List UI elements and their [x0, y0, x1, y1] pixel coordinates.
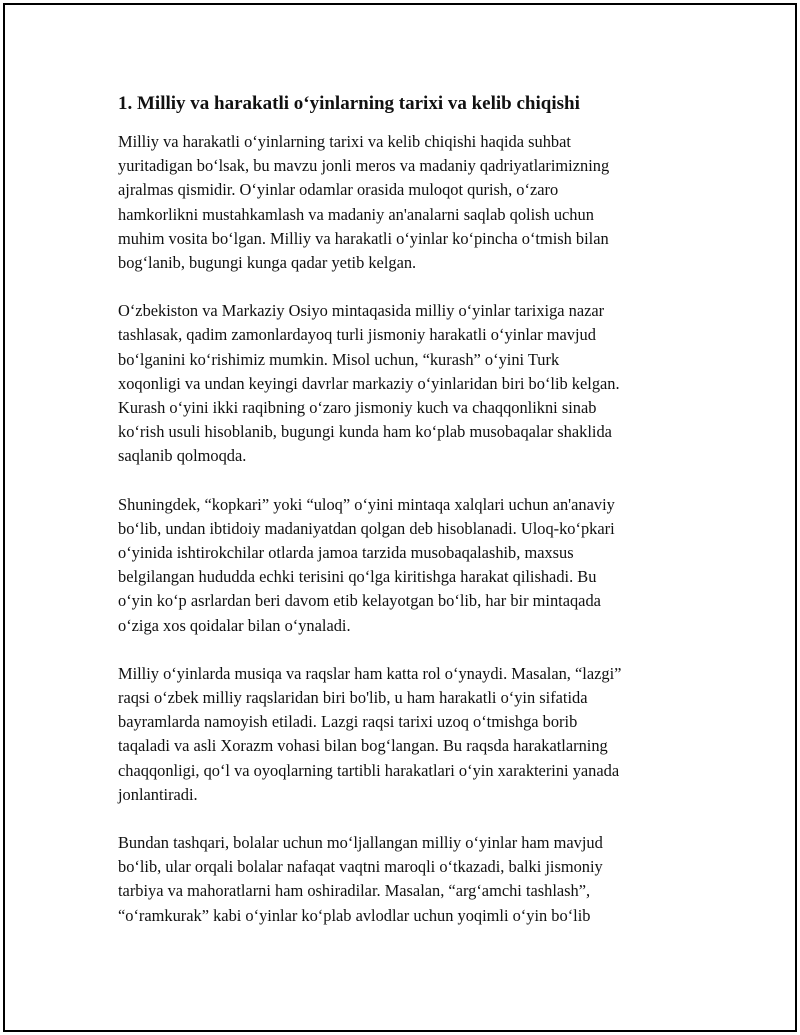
paragraph-3: [118, 493, 698, 638]
text-line: bog‘lanib, bugungi kunga qadar yetib kelgan.: [118, 253, 417, 273]
text-line: Milliy va harakatli o‘yinlarning tarixi va kelib chiqishi haqida suhbat: [118, 132, 571, 151]
text-line: o‘ziga xos qoidalar bilan o‘ynaladi.: [118, 615, 351, 635]
text-line: chaqqonligi, qo‘l va oyoqlarning tartibli harakatlari o‘yin xarakterini yanada: [118, 760, 620, 780]
text-line: “o‘ramkurak” kabi o‘yinlar ko‘plab avlodlar uchun yoqimli o‘yin bo‘lib: [118, 905, 591, 925]
document-body: [118, 92, 698, 952]
text-line: tashlasak, qadim zamonlardayoq turli jismoniy harakatli o‘yinlar mavjud: [118, 325, 596, 345]
text-line: belgilangan hududda echki terisini qo‘lga kiritishga harakat qilishadi. Bu: [118, 567, 597, 587]
text-line: saqlanib qolmoqda.: [118, 446, 247, 466]
text-line: tarbiya va mahoratlarni ham oshiradilar. Masalan, “arg‘amchi tashlash”,: [118, 881, 591, 901]
text-line: yuritadigan bo‘lsak, bu mavzu jonli meros va madaniy qadriyatlarimizning: [118, 156, 610, 176]
text-line: ko‘rish usuli hisoblanib, bugungi kunda ham ko‘plab musobaqalar shaklida: [118, 422, 612, 442]
paragraph-5: [118, 831, 698, 928]
text-line: o‘yinida ishtirokchilar otlarda jamoa tarzida musobaqalashib, maxsus: [118, 543, 574, 563]
text-line: hamkorlikni mustahkamlash va madaniy an'analarni saqlab qolish uchun: [118, 204, 594, 224]
text-line: bayramlarda namoyish etiladi. Lazgi raqsi tarixi uzoq o‘tmishga borib: [118, 712, 578, 732]
text-line: bo‘lib, undan ibtidoiy madaniyatdan qolgan deb hisoblanadi. Uloq-ko‘pkari: [118, 518, 615, 538]
text-line: ajralmas qismidir. O‘yinlar odamlar orasida muloqot qurish, o‘zaro: [118, 180, 559, 200]
text-line: muhim vosita bo‘lgan. Milliy va harakatli o‘yinlar ko‘pincha o‘tmish bilan: [118, 228, 609, 248]
text-line: Bundan tashqari, bolalar uchun mo‘ljallangan milliy o‘yinlar ham mavjud: [118, 833, 603, 853]
text-line: o‘yin ko‘p asrlardan beri davom etib kelayotgan bo‘lib, har bir mintaqada: [118, 591, 601, 611]
paragraph-4: [118, 662, 698, 807]
text-line: taqaladi va asli Xorazm vohasi bilan bog‘langan. Bu raqsda harakatlarning: [118, 736, 608, 756]
paragraph-1: [118, 130, 698, 275]
text-line: Kurash o‘yini ikki raqibning o‘zaro jismoniy kuch va chaqqonlikni sinab: [118, 398, 597, 418]
text-line: jonlantiradi.: [118, 784, 198, 804]
paragraph-2: [118, 299, 698, 468]
text-line: Milliy o‘yinlarda musiqa va raqslar ham katta rol o‘ynaydi. Masalan, “lazgi”: [118, 663, 622, 683]
text-line: O‘zbekiston va Markaziy Osiyo mintaqasida milliy o‘yinlar tarixiga nazar: [118, 301, 605, 321]
section-heading: 1. Milliy va harakatli o‘yinlarning tarixi va kelib chiqishi: [118, 93, 580, 114]
text-line: xoqonligi va undan keyingi davrlar markaziy o‘yinlaridan biri bo‘lib kelgan.: [118, 373, 620, 393]
text-line: bo‘lib, ular orqali bolalar nafaqat vaqtni maroqli o‘tkazadi, balki jismoniy: [118, 857, 603, 877]
text-line: Shuningdek, “kopkari” yoki “uloq” o‘yini mintaqa xalqlari uchun an'anaviy: [118, 494, 615, 514]
text-line: raqsi o‘zbek milliy raqslaridan biri bo'lib, u ham harakatli o‘yin sifatida: [118, 688, 588, 708]
text-line: bo‘lganini ko‘rishimiz mumkin. Misol uchun, “kurash” o‘yini Turk: [118, 349, 560, 369]
